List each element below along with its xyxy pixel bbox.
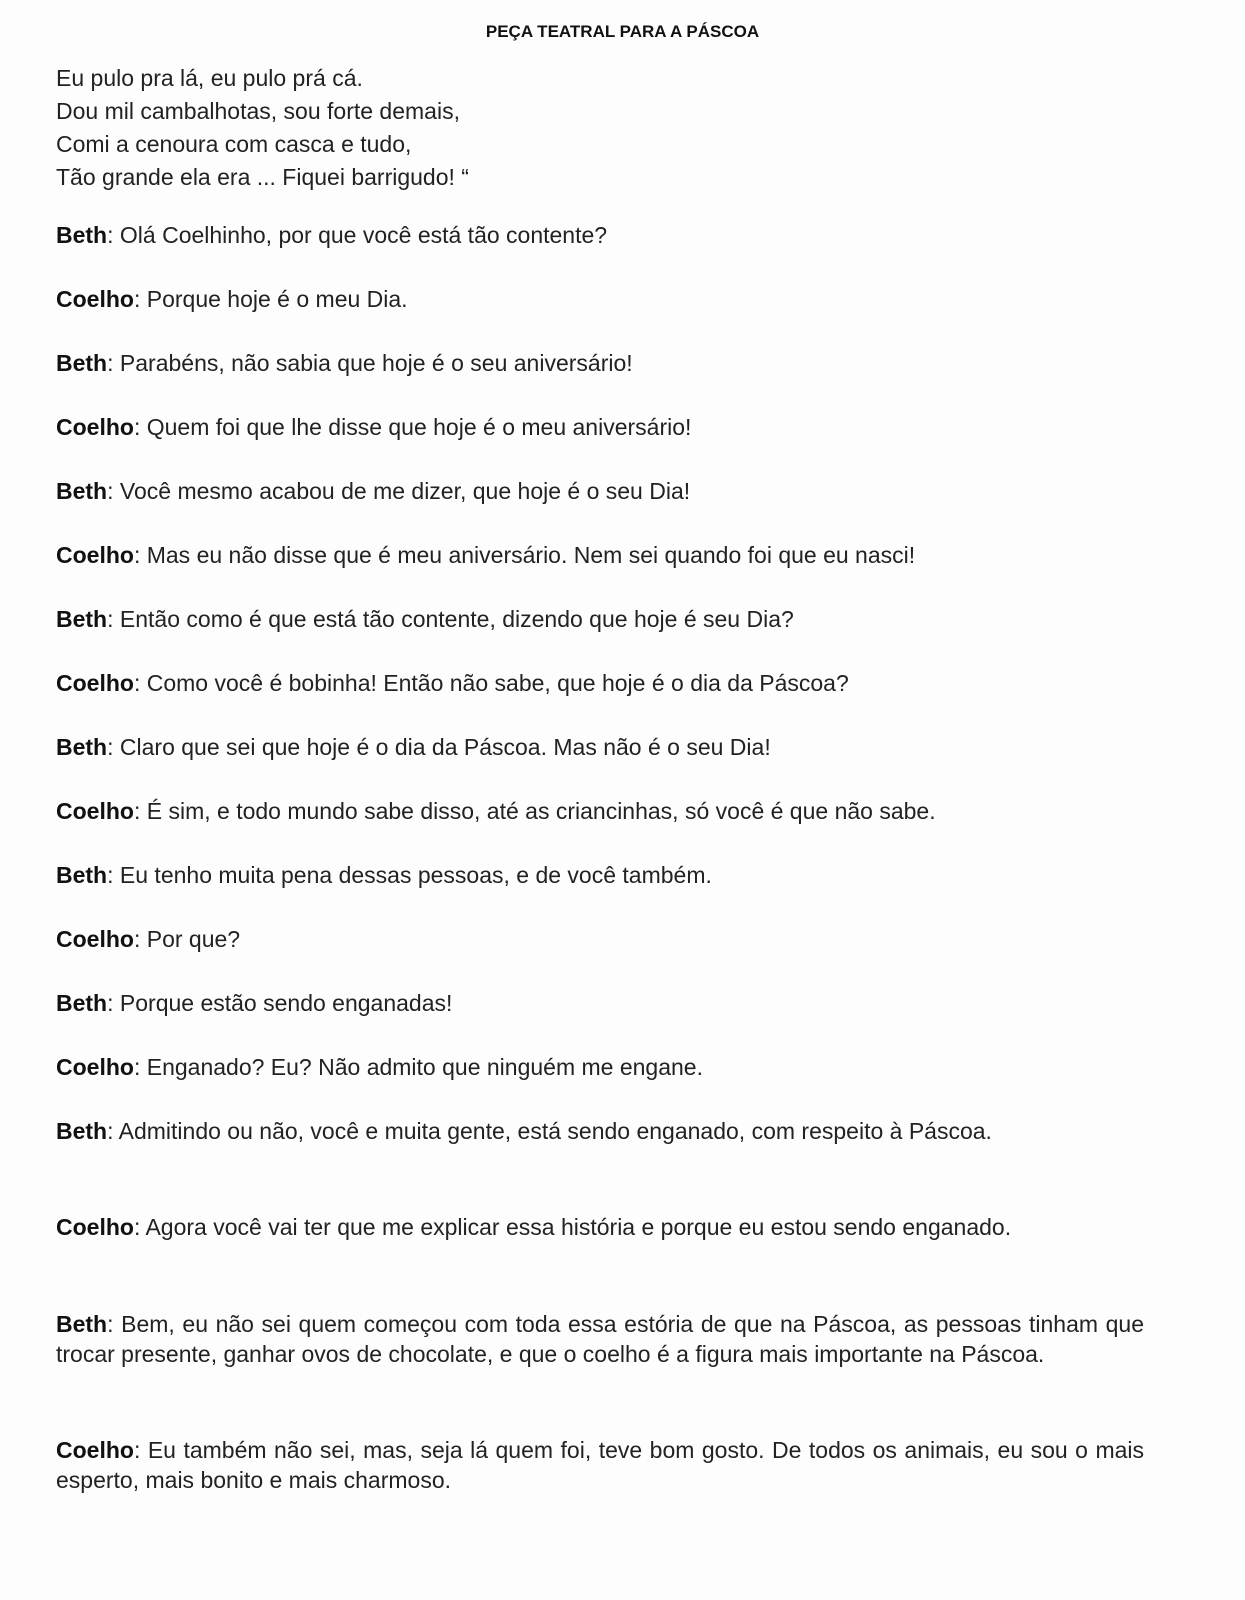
line-text: Então como é que está tão contente, dizendo que hoje é seu Dia? xyxy=(119,606,794,632)
line-text: Porque estão sendo enganadas! xyxy=(119,990,453,1016)
speaker-name: Beth xyxy=(56,350,108,376)
line-text: Eu tenho muita pena dessas pessoas, e de você também. xyxy=(119,862,712,888)
speaker-separator: : xyxy=(107,350,120,376)
speaker-separator: : xyxy=(133,542,147,568)
line-text: Olá Coelhinho, por que você está tão contente? xyxy=(119,222,608,248)
speaker-name: Coelho xyxy=(56,414,134,440)
speaker-separator: : xyxy=(133,1214,146,1240)
speaker-separator: : xyxy=(133,1054,147,1080)
line-text: Parabéns, não sabia que hoje é o seu aniversário! xyxy=(119,350,633,376)
line-text: Mas eu não disse que é meu aniversário. Nem sei quando foi que eu nasci! xyxy=(146,542,916,568)
dialogue-line xyxy=(56,604,1144,634)
speaker-name: Beth xyxy=(56,222,108,248)
speaker-name: Beth xyxy=(56,990,108,1016)
dialogue-line xyxy=(56,1116,1144,1146)
dialogue-line xyxy=(56,860,1144,890)
poem-line: Tão grande ela era ... Fiquei barrigudo! “ xyxy=(56,164,469,190)
speaker-separator: : xyxy=(133,1437,148,1463)
dialogue-line xyxy=(56,1309,1144,1369)
speaker-separator: : xyxy=(107,990,120,1016)
line-text: Porque hoje é o meu Dia. xyxy=(146,286,408,312)
dialogue-line xyxy=(56,796,1144,826)
dialogue-line xyxy=(56,1052,1144,1082)
speaker-name: Beth xyxy=(56,734,108,760)
dialogue-line xyxy=(56,412,1144,442)
line-text: Por que? xyxy=(146,926,241,952)
line-text: Você mesmo acabou de me dizer, que hoje é o seu Dia! xyxy=(119,478,691,504)
dialogue-line xyxy=(56,1212,1144,1242)
speaker-separator: : xyxy=(107,1118,119,1144)
line-text: Quem foi que lhe disse que hoje é o meu aniversário! xyxy=(146,414,692,440)
dialogue-line xyxy=(56,348,1144,378)
speaker-separator: : xyxy=(107,1311,122,1337)
speaker-name: Beth xyxy=(56,606,108,632)
dialogue-line xyxy=(56,1435,1144,1495)
speaker-name: Coelho xyxy=(56,542,134,568)
dialogue-line xyxy=(56,988,1144,1018)
speaker-separator: : xyxy=(133,286,147,312)
dialogue-line xyxy=(56,732,1144,762)
dialogue-line xyxy=(56,220,1144,250)
line-text: Agora você vai ter que me explicar essa história e porque eu estou sendo enganado. xyxy=(145,1214,1012,1240)
speaker-name: Beth xyxy=(56,1118,108,1144)
document-title: PEÇA TEATRAL PARA A PÁSCOA xyxy=(485,22,760,41)
dialogue-line xyxy=(56,668,1144,698)
speaker-separator: : xyxy=(107,222,120,248)
line-text: Enganado? Eu? Não admito que ninguém me engane. xyxy=(146,1054,703,1080)
dialogue-line xyxy=(56,540,1144,570)
speaker-name: Coelho xyxy=(56,670,134,696)
poem-line: Eu pulo pra lá, eu pulo prá cá. xyxy=(56,65,363,91)
speaker-name: Beth xyxy=(56,1311,108,1337)
speaker-separator: : xyxy=(133,670,147,696)
speaker-separator: : xyxy=(107,862,120,888)
speaker-name: Beth xyxy=(56,862,108,888)
line-text: Como você é bobinha! Então não sabe, que hoje é o dia da Páscoa? xyxy=(146,670,849,696)
speaker-name: Coelho xyxy=(56,1437,134,1463)
poem-line: Dou mil cambalhotas, sou forte demais, xyxy=(56,98,460,124)
speaker-separator: : xyxy=(133,926,147,952)
line-text: Bem, eu não sei quem começou com toda essa estória de que na Páscoa, as pessoas tinham que trocar presente, ganhar ovos de chocolate, e que o coelho é a figura mais importante na Páscoa. xyxy=(56,1311,1144,1367)
dialogue-line xyxy=(56,924,1144,954)
speaker-name: Coelho xyxy=(56,1054,134,1080)
poem-stanza xyxy=(56,62,469,194)
line-text: É sim, e todo mundo sabe disso, até as criancinhas, só você é que não sabe. xyxy=(146,798,936,824)
speaker-separator: : xyxy=(133,414,147,440)
speaker-name: Coelho xyxy=(56,798,134,824)
speaker-separator: : xyxy=(107,606,120,632)
poem-line: Comi a cenoura com casca e tudo, xyxy=(56,131,412,157)
line-text: Claro que sei que hoje é o dia da Páscoa. Mas não é o seu Dia! xyxy=(119,734,771,760)
speaker-name: Coelho xyxy=(56,926,134,952)
line-text: Admitindo ou não, você e muita gente, está sendo enganado, com respeito à Páscoa. xyxy=(118,1118,992,1144)
speaker-separator: : xyxy=(107,478,120,504)
speaker-name: Beth xyxy=(56,478,108,504)
dialogue-line xyxy=(56,476,1144,506)
line-text: Eu também não sei, mas, seja lá quem foi, teve bom gosto. De todos os animais, eu sou o mais esperto, mais bonito e mais charmoso. xyxy=(56,1437,1144,1493)
speaker-separator: : xyxy=(107,734,120,760)
speaker-separator: : xyxy=(133,798,147,824)
dialogue-line xyxy=(56,284,1144,314)
speaker-name: Coelho xyxy=(56,286,134,312)
speaker-name: Coelho xyxy=(56,1214,134,1240)
